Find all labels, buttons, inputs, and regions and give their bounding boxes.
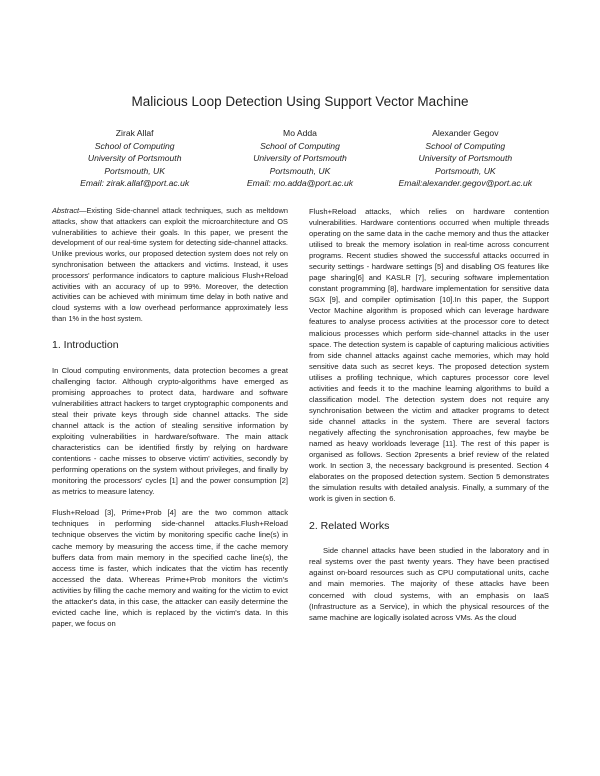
author-name: Zirak Allaf xyxy=(115,128,154,138)
author-dept: School of Computing xyxy=(425,140,506,151)
abstract-text: —Existing Side-channel attack techniques, such as meltdown attacks, show that attackers can exploit the microarchitecture and OS vulnerabilities to achieve their goals. In this paper, we present the development of our real-time system for detecting side-channel attacks. Unlike previous works, our proposed detection system does not rely on synchronisation between the attackers and victims. Instead, it uses processors' performance indicators to capture malicious Flush+Reload activities with an accuracy of up to 99%. Moreover, the detection activities can be achieved with minimum time delay in both native and cloud systems with a low overhead performance approximately less than 1% in the host system. xyxy=(52,206,288,323)
author-name: Mo Adda xyxy=(283,128,317,138)
author-city: Portsmouth, UK xyxy=(104,165,165,176)
intro-paragraph-1: In Cloud computing environments, data protection becomes a great challenging factor. Although crypto-algorithms have emerged as promising approaches to protect data, hardware and software vulnerabilities attract hackers to target cryptographic components and steal their private keys through side channel attacks. The side channel attack is the action of stealing sensitive information by exploiting vulnerabilities in hardware/software. The main attack characteristics can be identified firstly by relying on hardware contentions - cache misses to observe victim' activities, secondly by performing operations on the system without privileges, and finally by monitoring the processors' cycles [1] and the power consumption [2] as metrics to measure latency. xyxy=(52,365,288,497)
author-univ: University of Portsmouth xyxy=(253,153,347,164)
left-column xyxy=(52,206,288,629)
abstract xyxy=(52,206,288,325)
author-city: Portsmouth, UK xyxy=(434,165,496,176)
author-univ: University of Portsmouth xyxy=(87,153,182,164)
author-email: Email: mo.adda@port.ac.uk xyxy=(246,178,354,189)
author-1 xyxy=(52,127,217,190)
right-column xyxy=(309,206,549,623)
intro-paragraph-3: Flush+Reload attacks, which relies on hardware contention vulnerabilities. Hardware contentions occurred when multiple threads operating on the same data in the cache memory and thus the attacker utilised to break the memory isolation in real-time across concurrent programs. Recent studies showed the successful attacks occurred in security settings - hardware settings [5] and disabling OS features like page sharing[6] and KASLR [7], securing software implementation constant programming [8], hardware implementation for sensitive data SGX [9], and compiler optimisation [10].In this paper, the Support Vector Machine algorithm is proposed which can leverage hardware features to analyse process activities at the processor core to detect malicious processes which perform side-channel attacks in the user space. The detection system is capable of capturing malicious activities from side channel attacks against cache memories, which may hold sensitive data such as secret keys. The proposed detection system utilises a profiling technique, which captures processor core level activities and feeds it to the machine learning algorithms to build a classification model. The detection system does not require any synchronisation between the victim and attacker programs to detect side channel attacks in the system. There are several factors negatively affecting the synchronisation approaches, few maybe be named as heavy workloads leverage [11]. The rest of this paper is organised as follows. Section 2presents a brief review of the related work. In section 3, the necessary background is presented. Section 4 elaborates on the proposed detection system. Section 5 demonstrates the simulation results with detailed analysis. Finally, a summary of the work is given in section 6. xyxy=(309,207,549,504)
author-email: Email:alexander.gegov@port.ac.uk xyxy=(398,178,533,189)
paper-title: Malicious Loop Detection Using Support Vector Machine xyxy=(131,94,469,109)
author-name: Alexander Gegov xyxy=(432,128,499,138)
author-2 xyxy=(217,127,382,190)
author-email: Email: zirak.allaf@port.ac.uk xyxy=(80,178,190,189)
author-univ: University of Portsmouth xyxy=(418,153,513,164)
author-block xyxy=(52,127,548,190)
related-works-paragraph-1: Side channel attacks have been studied in the laboratory and in real systems over the past twenty years. They have been practised against on-board resources such as CPU computational units, cache and main memories. The majority of these attacks have been concerned with cloud systems, with an emphasis on IaaS (Infrastructure as a Service), in which the physical resources of the same machine are logically isolated across VMs. As the cloud xyxy=(309,546,549,622)
abstract-lead: Abstract xyxy=(52,206,80,215)
author-dept: School of Computing xyxy=(94,140,175,151)
author-3 xyxy=(383,127,548,190)
intro-paragraph-2: Flush+Reload [3], Prime+Prob [4] are the two common attack techniques in performing side-channel attacks.Flush+Reload technique observes the victim by monitoring specific cache line(s) in cache memory by measuring the access time, if the cache memory buffers data from main memory in the specified cache line(s), the access time is faster, which indicates that the victim has recently accessed the data. Whereas Prime+Prob monitors the victim's activities by filling the cache memory and waiting for the victim to evict the attacker's data, in this case, the attacker can easily determine the evicted cache line, which is replaced by the victim's data. In this paper, we focus on xyxy=(52,508,288,628)
author-dept: School of Computing xyxy=(260,140,340,151)
author-city: Portsmouth, UK xyxy=(269,165,331,176)
section-heading-related-works: 2. Related Works xyxy=(309,520,390,533)
section-heading-introduction: 1. Introduction xyxy=(52,338,119,351)
